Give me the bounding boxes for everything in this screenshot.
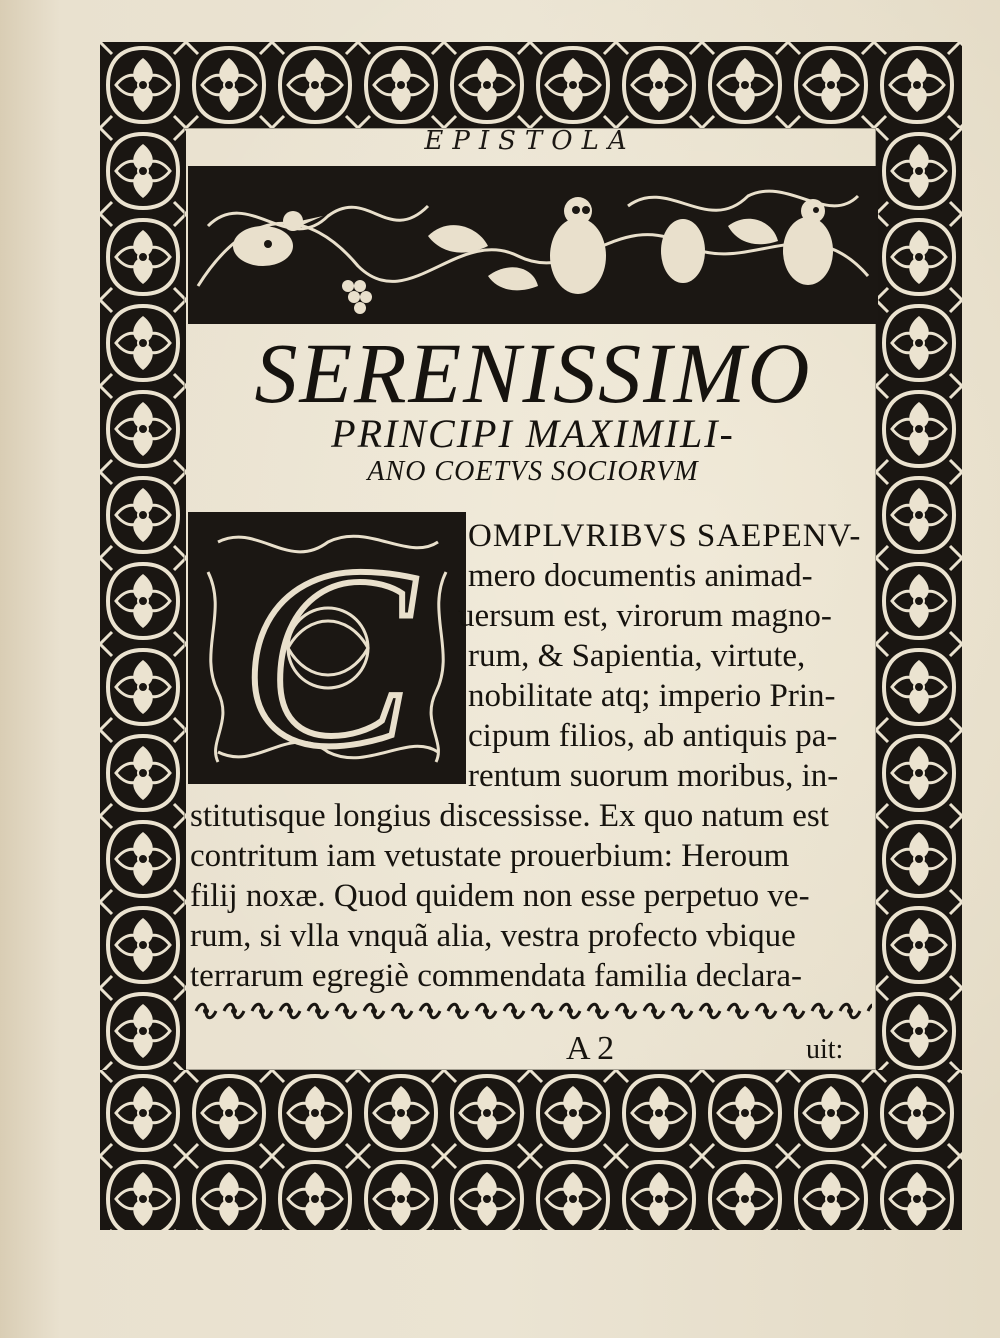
ornamental-border-left bbox=[100, 128, 186, 1070]
body-line: contritum iam vetustate prouerbium: Heroum bbox=[190, 838, 790, 874]
body-line: terrarum egregiè commendata familia declara- bbox=[190, 958, 802, 994]
title-line-3: ANO COETVS SOCIORVM bbox=[367, 456, 699, 487]
body-line: mero documentis animad- bbox=[468, 558, 813, 594]
body-line: rentum suorum moribus, in- bbox=[468, 758, 839, 794]
ornamental-border-top bbox=[100, 42, 962, 128]
body-line: filij noxæ. Quod quidem non esse perpetuo ve- bbox=[190, 878, 810, 914]
ornamental-border-right bbox=[876, 128, 962, 1070]
ornamental-rule bbox=[192, 1000, 872, 1022]
running-head: EPISTOLA bbox=[424, 126, 636, 156]
ornamental-border-bottom bbox=[100, 1070, 962, 1230]
signature-mark: A 2 bbox=[566, 1030, 615, 1067]
body-line bbox=[468, 516, 861, 556]
body-line: rum, & Sapientia, virtute, bbox=[468, 638, 806, 674]
title-line-1: SERENISSIMO bbox=[254, 325, 812, 421]
catchword: uit: bbox=[806, 1034, 844, 1065]
body-line: stitutisque longius discessisse. Ex quo natum est bbox=[190, 798, 829, 834]
initial-letter-glyph: C bbox=[240, 513, 414, 784]
body-line: rum, si vlla vnquã alia, vestra profecto vbique bbox=[190, 918, 796, 954]
body-first-words: OMPLVRIBVS SAEPENV- bbox=[468, 518, 862, 554]
decorated-initial bbox=[188, 512, 466, 784]
body-line: uersum est, virorum magno- bbox=[458, 598, 832, 634]
woodcut-headpiece bbox=[188, 166, 878, 324]
body-line: nobilitate atq; imperio Prin- bbox=[468, 678, 836, 714]
body-line: cipum filios, ab antiquis pa- bbox=[468, 718, 838, 754]
title-line-2: PRINCIPI MAXIMILI- bbox=[331, 411, 735, 456]
